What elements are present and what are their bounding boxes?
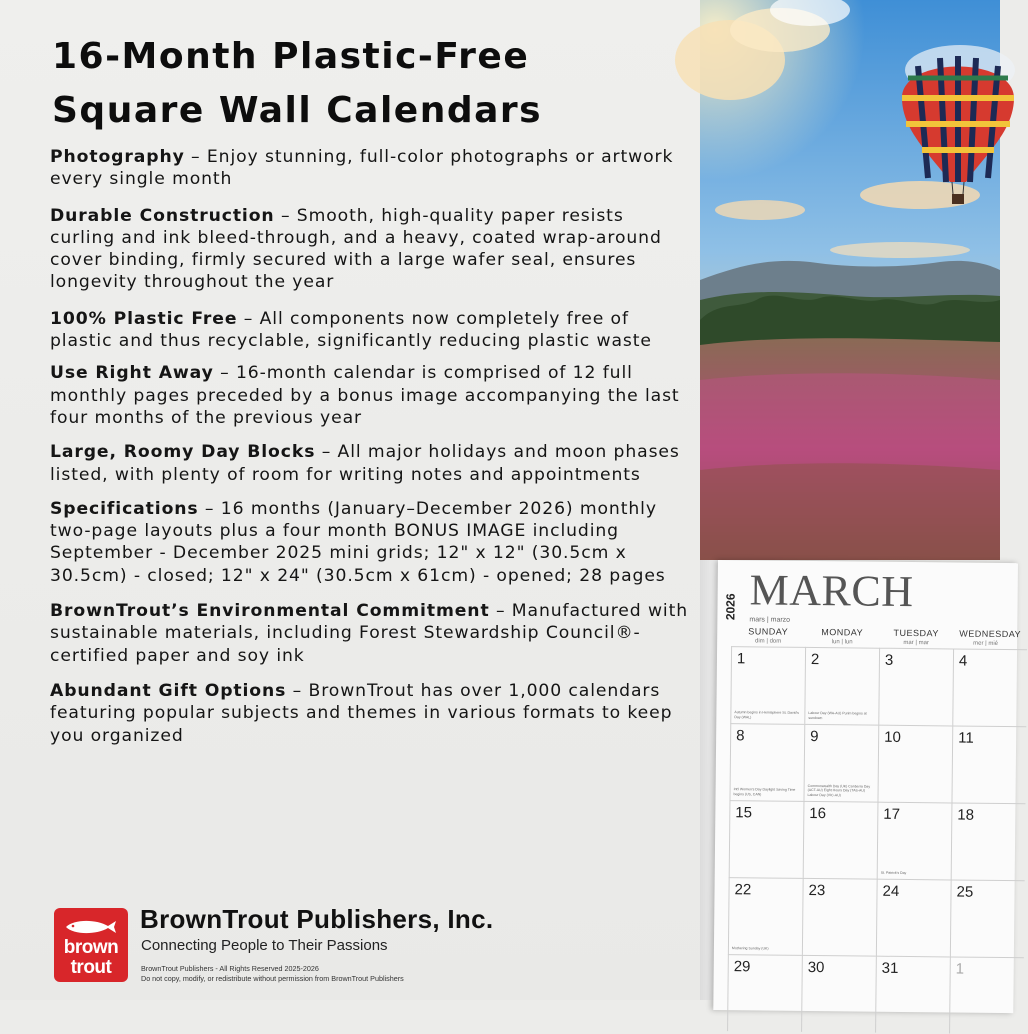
logo-text-brown: brown [63, 937, 119, 958]
calendar-day-number: 4 [958, 652, 968, 670]
page-title [52, 30, 692, 138]
weekday-monday: MONDAY [821, 627, 864, 638]
calendar-day-cell [730, 646, 805, 724]
weekday-sunday: SUNDAY [748, 626, 789, 637]
calendar-day-number: 1 [736, 650, 746, 668]
calendar-day-number: 24 [882, 882, 900, 900]
calendar-day-cell [803, 724, 878, 802]
feature-text: – Smooth, high-quality paper resists curling and ink bleed-through, and a heavy, coated wrap-around cover binding, firmly secured with a large wafer seal, ensures longevity throughout the year [50, 205, 662, 293]
feature-heading: Large, Roomy Day Blocks [50, 442, 316, 463]
feature-item [50, 441, 690, 486]
calendar-day-cell [875, 956, 950, 1034]
company-name: BrownTrout Publishers, Inc. [140, 904, 494, 934]
calendar-day-number: 23 [808, 881, 826, 900]
copyright-line: Do not copy, modify, or redistribute without permission from BrownTrout Publishers [141, 974, 404, 983]
calendar-day-note: Mothering Sunday (UK) [731, 945, 769, 951]
calendar-day-note: Commonwealth Day (UK) Canberra Day (ACT-AU) Eight Hours Day (TAS-AU) Labour Day (VIC-AU) [807, 783, 871, 797]
feature-text: – BrownTrout has over 1,000 calendars featuring popular subjects and themes in various formats to keep you organized [50, 680, 673, 746]
feature-item [50, 308, 690, 353]
calendar-day-cell [950, 879, 1025, 957]
feature-text: – 16 months (January–December 2026) monthly two-page layouts plus a four month BONUS IMAGE including September - December 2025 mini grids; 12" x 12" (30.5cm x 30.5cm) - closed; 12" x 24" (30.5cm x 61cm) - opened; 28 pages [50, 498, 666, 586]
feature-text: – Enjoy stunning, full-color photographs or artwork every single month [50, 147, 674, 190]
feature-heading: Specifications [50, 498, 199, 519]
feature-heading: Abundant Gift Options [50, 680, 287, 701]
calendar-year: 2026 [723, 593, 738, 621]
calendar-day-cell [876, 879, 951, 957]
title-line-1: 16-Month Plastic-Free [52, 36, 530, 77]
calendar-day-number: 11 [958, 729, 974, 747]
calendar-day-note: Labour Day (WA-AU) Purim begins at sundown [808, 710, 867, 720]
weekday-wednesday: WEDNESDAY [959, 628, 1022, 640]
calendar-day-note: St. Patrick's Day [880, 870, 907, 875]
weekday-alt: mer | mié [973, 640, 999, 647]
calendar-day-cell [951, 725, 1026, 803]
calendar-day-cell [727, 954, 802, 1032]
company-tagline: Connecting People to Their Passions [141, 937, 388, 954]
calendar-day-number: 22 [734, 881, 752, 899]
feature-item [50, 205, 690, 294]
calendar-day-cell [801, 955, 876, 1033]
feature-heading: 100% Plastic Free [50, 308, 238, 329]
trout-icon [64, 918, 118, 936]
calendar-photo [700, 0, 1000, 560]
calendar-day-number: 2 [810, 650, 820, 669]
feature-text: – Manufactured with sustainable materials, including Forest Stewardship Council®-certified paper and soy ink [50, 601, 689, 666]
feature-item [50, 146, 690, 191]
calendar-day-note: Int'l Women's Day Daylight Saving Time begins (US, CAN) [733, 787, 796, 796]
calendar-day-cell [878, 648, 953, 726]
copyright-line: BrownTrout Publishers - All Rights Reserved 2025-2026 [141, 964, 319, 973]
feature-list [50, 146, 690, 761]
feature-text: – All major holidays and moon phases listed, with plenty of room for writing notes and appointments [50, 442, 680, 485]
calendar-day-cell [952, 648, 1027, 726]
weekday-alt: lun | lun [831, 639, 853, 646]
calendar-day-number: 31 [881, 959, 899, 977]
feature-text: – 16-month calendar is comprised of 12 full monthly pages preceded by a bonus image accompanying the last four months of the previous year [50, 363, 680, 428]
calendar-day-cell [728, 877, 803, 955]
feature-text: – All components now completely free of plastic and thus recyclable, significantly reducing plastic waste [50, 308, 652, 352]
browntrout-logo [54, 908, 128, 982]
calendar-day-cell [803, 801, 878, 879]
calendar-day-note: Autumn begins in Hemisphere St. David's Day (WAL) [734, 710, 799, 719]
calendar-day-cell [729, 800, 804, 878]
calendar-day-number: 30 [807, 958, 825, 977]
calendar-day-number: 10 [884, 728, 901, 746]
calendar-day-number: 9 [810, 727, 819, 746]
calendar-day-number: 16 [809, 804, 827, 823]
calendar-day-number: 25 [956, 883, 974, 901]
feature-item [50, 498, 690, 587]
title-line-2: Square Wall Calendars [52, 90, 543, 131]
calendar-day-cell [877, 725, 952, 803]
calendar-day-number: 8 [736, 727, 745, 745]
calendar-month: MARCH [749, 565, 914, 617]
feature-item [50, 680, 690, 747]
calendar-day-cell [877, 802, 952, 880]
weekday-tuesday: TUESDAY [893, 627, 939, 639]
balloon-landscape-image [700, 0, 1000, 560]
feature-item [50, 362, 690, 429]
feature-item [50, 600, 690, 667]
calendar-day-number: 1 [955, 960, 965, 978]
calendar-day-number: 17 [883, 805, 901, 823]
calendar-day-number: 3 [884, 651, 894, 669]
calendar-page [713, 560, 1022, 1013]
calendar-day-number: 18 [957, 806, 975, 824]
weekday-alt: dim | dom [754, 638, 782, 645]
calendar-day-number: 29 [733, 958, 751, 976]
feature-heading: Durable Construction [50, 205, 275, 226]
logo-text-trout: trout [70, 957, 112, 978]
calendar-day-cell [802, 878, 877, 956]
calendar-day-cell [949, 956, 1024, 1034]
calendar-day-number: 15 [735, 804, 753, 822]
calendar-day-cell [951, 802, 1026, 880]
calendar-day-cell [729, 723, 804, 801]
feature-heading: BrownTrout’s Environmental Commitment [50, 601, 490, 622]
calendar-month-translations: mars | marzo [749, 616, 791, 624]
feature-heading: Use Right Away [50, 363, 214, 384]
calendar-day-cell [804, 647, 879, 725]
feature-heading: Photography [50, 147, 185, 167]
weekday-alt: mar | mar [903, 639, 929, 647]
copyright-notice [141, 964, 541, 984]
